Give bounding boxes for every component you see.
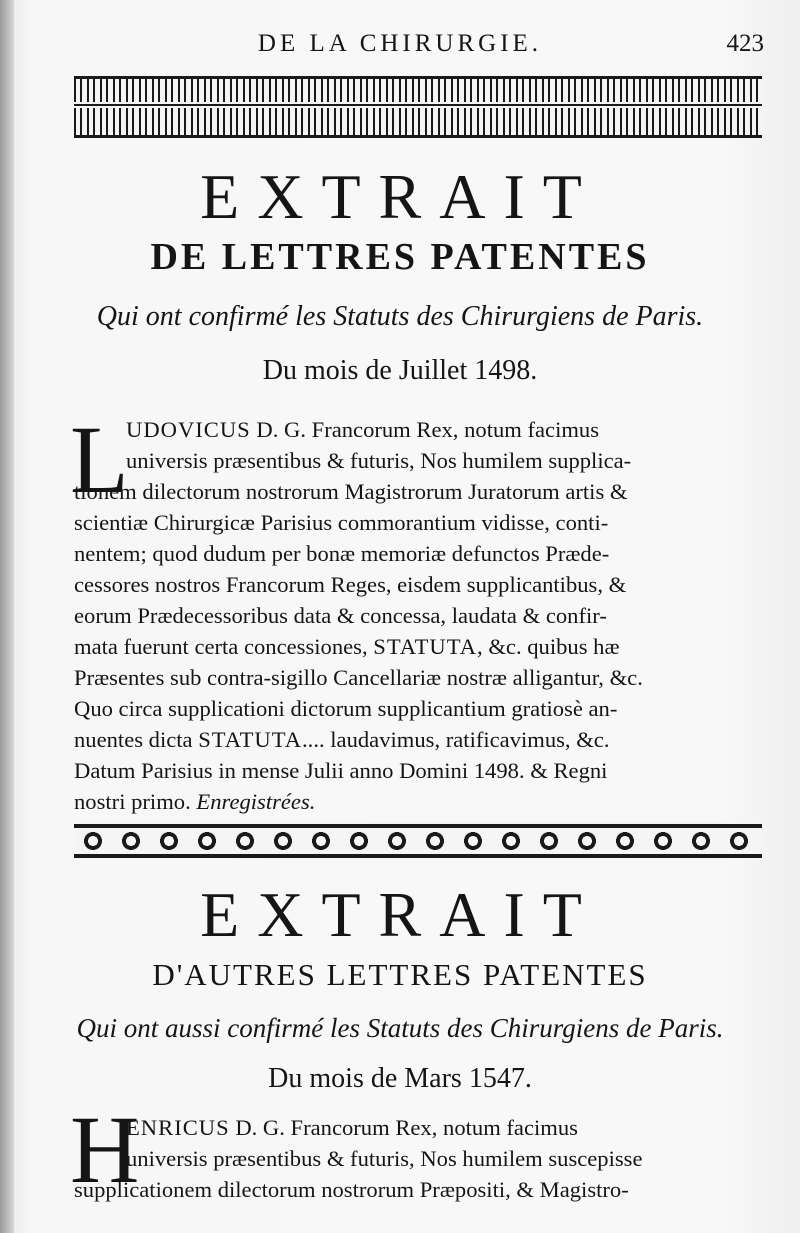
section-subheading: DE LETTRES PATENTES [150, 236, 650, 278]
text-line: tionem dilectorum nostrorum Magistrorum Juratorum artis & [74, 479, 628, 504]
line-text: mata fuerunt certa concessiones, [74, 634, 374, 659]
line-text: D. G. Francorum Rex, notum facimus [250, 417, 600, 442]
text-line: cessores nostros Francorum Reges, eisdem supplicantibus, & [74, 572, 627, 597]
text-line: universis præsentibus & futuris, Nos humilem supplica- [126, 448, 632, 473]
text-line: scientiæ Chirurgicæ Parisius commorantium vidisse, conti- [74, 510, 609, 535]
line-text: nostri primo. [74, 789, 197, 814]
drop-cap: L [70, 406, 129, 513]
italic-word: Enregistrées. [196, 789, 316, 814]
text-line [74, 724, 764, 755]
text-line [74, 786, 764, 817]
section-heading: EXTRAIT [200, 879, 600, 950]
paragraph [74, 1112, 764, 1205]
small-caps-word: STATUTA [198, 727, 303, 752]
text-line [74, 414, 764, 445]
text-line: universis præsentibus & futuris, Nos humilem suscepisse [126, 1146, 643, 1171]
section-italic-line: Qui ont confirmé les Statuts des Chirurgiens de Paris. [96, 301, 704, 332]
section-subheading: D'AUTRES LETTRES PATENTES [152, 957, 648, 992]
text-line: Quo circa supplicationi dictorum supplicantium gratiosè an- [74, 696, 618, 721]
page-number: 423 [726, 30, 764, 57]
ornament-band-top [74, 76, 762, 138]
paragraph [74, 414, 764, 817]
small-caps-word: ENRICUS [126, 1115, 230, 1140]
small-caps-word: STATUTA [373, 634, 478, 659]
running-title: DE LA CHIRURGIE. [257, 30, 543, 57]
section-italic-line: Qui ont aussi confirmé les Statuts des Chirurgiens de Paris. [76, 1013, 724, 1043]
text-line [74, 1112, 764, 1143]
section-date: Du mois de Mars 1547. [268, 1063, 532, 1094]
text-line: supplicationem dilectorum nostrorum Præpositi, & Magistro- [74, 1177, 629, 1202]
section-date: Du mois de Juillet 1498. [262, 355, 538, 386]
small-caps-word: UDOVICUS [126, 417, 251, 442]
section-heading: EXTRAIT [200, 161, 600, 232]
drop-cap: H [70, 1096, 140, 1203]
text-line: Præsentes sub contra-sigillo Cancellariæ nostræ alligantur, &c. [74, 665, 643, 690]
ornament-band-middle [74, 822, 762, 860]
line-text: nuentes dicta [74, 727, 199, 752]
line-text: .... laudavimus, ratificavimus, &c. [302, 727, 610, 752]
text-line: Datum Parisius in mense Julii anno Domini 1498. & Regni [74, 758, 608, 783]
line-text: , &c. quibus hæ [477, 634, 620, 659]
line-text: D. G. Francorum Rex, notum facimus [229, 1115, 578, 1140]
text-line: nentem; quod dudum per bonæ memoriæ defunctos Præde- [74, 541, 610, 566]
running-head [0, 30, 800, 70]
text-line [74, 631, 764, 662]
text-line: eorum Prædecessoribus data & concessa, laudata & confir- [74, 603, 607, 628]
